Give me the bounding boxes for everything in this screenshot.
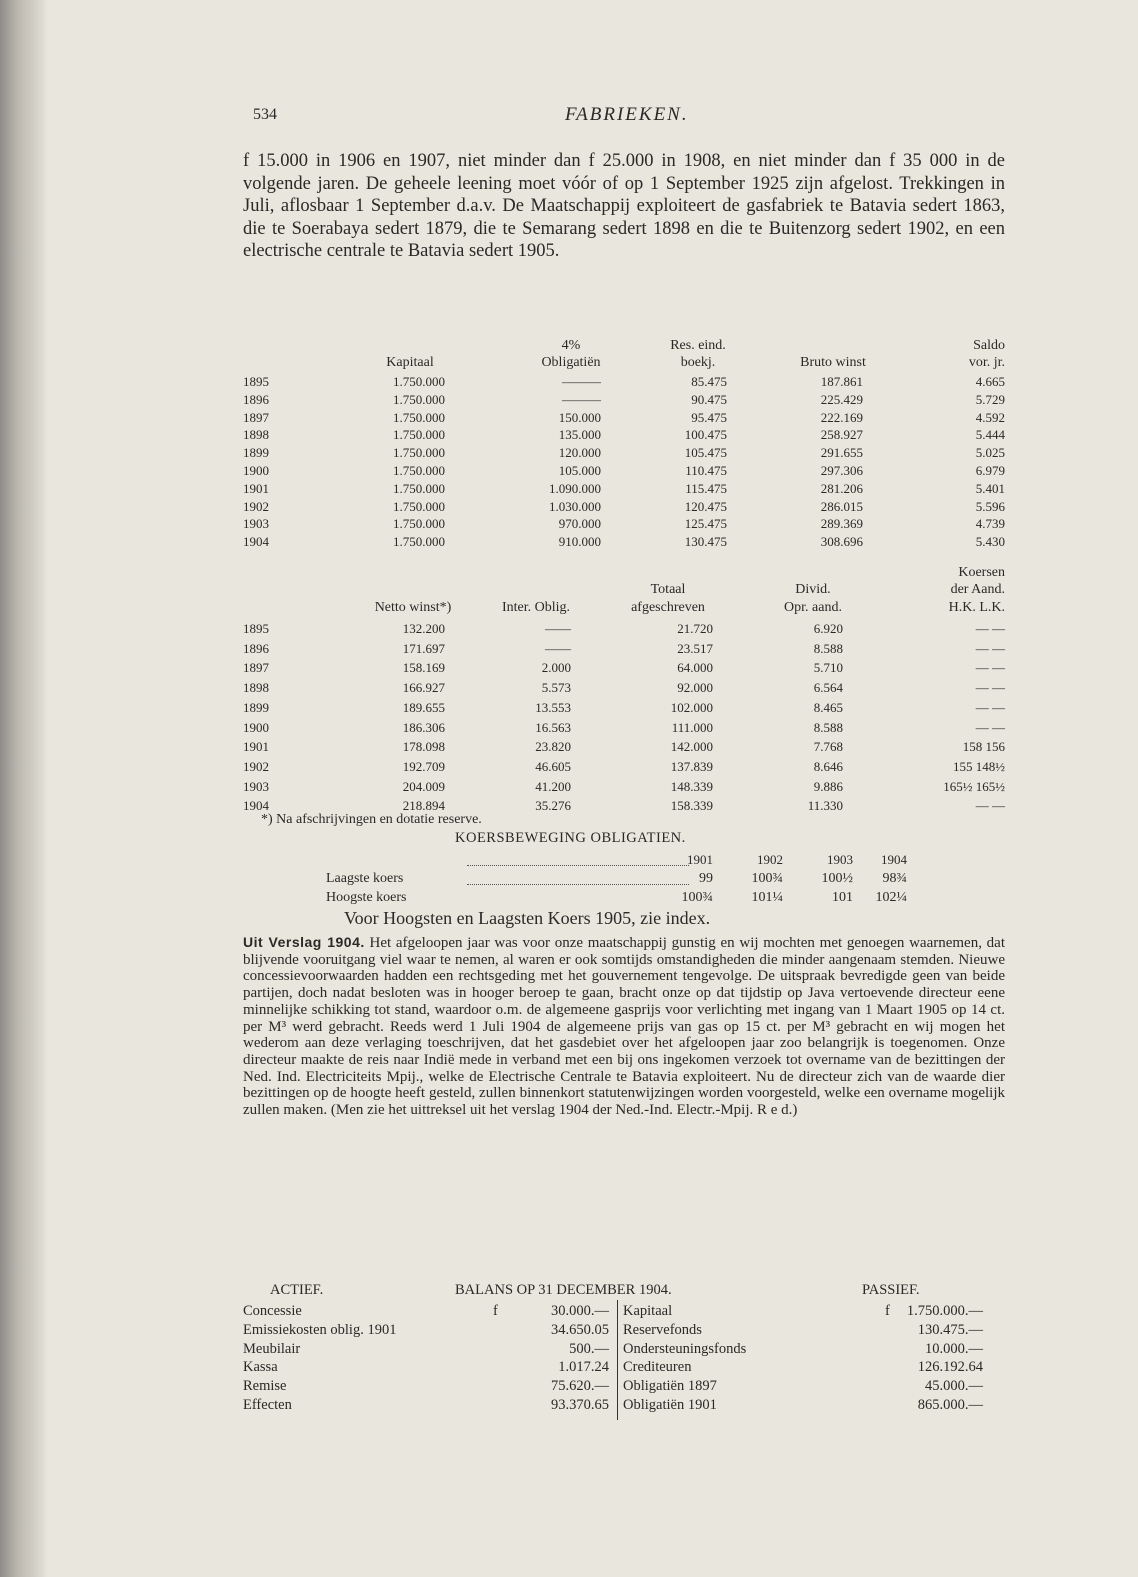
year-cell: 1897 xyxy=(243,660,269,676)
reserve-cell: 125.475 xyxy=(684,516,727,532)
passief-label: Obligatiën 1897 xyxy=(623,1378,717,1395)
netto-winst-cell: 192.709 xyxy=(402,758,445,774)
netto-winst-cell: 186.306 xyxy=(402,719,445,735)
year-cell: 1902 xyxy=(243,758,269,774)
table1-header xyxy=(243,353,1005,372)
header-totaal-top: Totaal xyxy=(650,582,686,597)
reserve-cell: 85.475 xyxy=(691,374,727,389)
index-reference: Voor Hoogsten en Laagsten Koers 1905, zie index. xyxy=(344,908,711,928)
header-totaal: afgeschreven xyxy=(631,600,705,615)
laagste-value: 100½ xyxy=(821,871,853,886)
obligatien-cell: 150.000 xyxy=(558,409,601,425)
totaal-cell: 23.517 xyxy=(677,640,713,656)
bruto-winst-cell: 289.369 xyxy=(820,516,863,532)
netto-winst-cell: 189.655 xyxy=(402,699,445,715)
header-obl-top: 4% xyxy=(561,338,581,353)
inter-oblig-cell: 46.605 xyxy=(535,758,571,774)
bruto-winst-cell: 222.169 xyxy=(820,409,863,425)
hoogste-value: 102¼ xyxy=(875,890,907,905)
reserve-cell: 95.475 xyxy=(691,409,727,425)
table2-row xyxy=(243,678,1005,697)
inter-oblig-cell: 41.200 xyxy=(535,778,571,794)
table2-header-top2 xyxy=(243,580,1005,599)
page-number: 534 xyxy=(253,106,277,123)
inter-oblig-cell: 2.000 xyxy=(541,660,571,676)
netto-winst-cell: 166.927 xyxy=(402,680,445,696)
actief-value: 500.— xyxy=(569,1340,609,1357)
koers-hoogste-row xyxy=(243,888,1005,907)
koers-cell: — — xyxy=(975,640,1005,656)
header-netto: Netto winst*) xyxy=(374,600,452,615)
totaal-cell: 21.720 xyxy=(677,621,713,636)
table1-row xyxy=(243,497,1005,516)
kapitaal-cell: 1.750.000 xyxy=(393,409,445,425)
year-cell: 1904 xyxy=(243,798,269,814)
obligatien-cell: 1.030.000 xyxy=(549,498,601,514)
table1-row xyxy=(243,479,1005,498)
year-cell: 1903 xyxy=(243,778,269,794)
intro-paragraph: f 15.000 in 1906 en 1907, niet minder dan f 25.000 in 1908, en niet minder dan f 35 000 in de volgende jaren. De geheele leening moet vóór of op 1 September 1925 zijn afgelost. Trekkingen in Juli, aflosbaar 1 September d.a.v. De Maatschappij exploiteert de gasfabriek te Batavia sedert 1863, die te Soerabaya sedert 1879, die te Semarang sedert 1898 en die te Buitenzorg sedert 1902, en een electrische centrale te Batavia sedert 1905. xyxy=(243,151,1005,261)
header-saldo: vor. jr. xyxy=(968,355,1005,370)
kapitaal-cell: 1.750.000 xyxy=(393,445,445,461)
reserve-cell: 115.475 xyxy=(685,480,727,496)
reserve-cell: 105.475 xyxy=(684,445,727,461)
table1-row xyxy=(243,408,1005,427)
koers-laagste-row xyxy=(243,869,1005,888)
report-paragraph xyxy=(243,934,1005,1119)
header-saldo-top: Saldo xyxy=(973,338,1005,353)
inter-oblig-cell: 35.276 xyxy=(535,798,571,814)
table2-row xyxy=(243,658,1005,677)
kapitaal-cell: 1.750.000 xyxy=(393,516,445,532)
obligatien-cell: 1.090.000 xyxy=(549,480,601,496)
netto-winst-cell: 171.697 xyxy=(402,640,445,656)
koers-cell: 158 156 xyxy=(962,739,1005,755)
saldo-cell: 5.729 xyxy=(975,391,1005,407)
header-divid: Opr. aand. xyxy=(784,600,842,615)
koers-cell: — — xyxy=(975,719,1005,735)
saldo-cell: 4.739 xyxy=(975,516,1005,532)
koers-cell: — — xyxy=(975,680,1005,696)
actief-value: 1.017.24 xyxy=(558,1359,609,1376)
netto-winst-cell: 218.894 xyxy=(402,798,445,814)
bruto-winst-cell: 297.306 xyxy=(820,463,863,478)
year-cell: 1896 xyxy=(243,640,269,656)
hoogste-value: 100¾ xyxy=(681,890,713,905)
koers-year: 1901 xyxy=(687,852,713,867)
divid-cell: 6.564 xyxy=(813,680,843,696)
table2-row xyxy=(243,737,1005,756)
header-koersen: Koersen xyxy=(958,565,1005,580)
year-cell: 1895 xyxy=(243,374,269,389)
table2-row xyxy=(243,698,1005,717)
saldo-cell: 5.025 xyxy=(975,445,1005,461)
netto-winst-cell: 178.098 xyxy=(402,739,445,755)
year-cell: 1904 xyxy=(243,534,269,550)
obligatien-cell: 120.000 xyxy=(558,445,601,461)
totaal-cell: 148.339 xyxy=(670,778,713,794)
leader-dots xyxy=(467,865,689,866)
kapitaal-cell: 1.750.000 xyxy=(393,374,445,389)
divid-cell: 8.588 xyxy=(813,640,843,656)
balance-passief-label: PASSIEF. xyxy=(862,1282,920,1298)
leader-dots xyxy=(467,884,689,885)
saldo-cell: 5.401 xyxy=(975,480,1005,496)
header-res: boekj. xyxy=(680,355,716,370)
table2-row xyxy=(243,718,1005,737)
table1-row xyxy=(243,425,1005,444)
header-res-top: Res. eind. xyxy=(670,338,726,353)
actief-value: 75.620.— xyxy=(551,1378,609,1395)
koers-cell: 155 148½ xyxy=(953,758,1005,774)
header-kapitaal: Kapitaal xyxy=(386,355,434,370)
running-title: FABRIEKEN. xyxy=(565,104,689,125)
koers-year: 1902 xyxy=(757,852,783,867)
totaal-cell: 102.000 xyxy=(670,699,713,715)
table1-row xyxy=(243,532,1005,551)
year-cell: 1898 xyxy=(243,427,269,443)
year-cell: 1899 xyxy=(243,699,269,715)
inter-oblig-cell: —— xyxy=(545,640,571,656)
actief-label: Remise xyxy=(243,1378,287,1395)
header-hk-lk: H.K. L.K. xyxy=(948,600,1005,615)
year-cell: 1901 xyxy=(243,480,269,496)
bruto-winst-cell: 281.206 xyxy=(820,480,863,496)
kapitaal-cell: 1.750.000 xyxy=(393,427,445,443)
netto-winst-cell: 132.200 xyxy=(402,621,445,636)
divid-cell: 7.768 xyxy=(813,739,843,755)
kapitaal-cell: 1.750.000 xyxy=(393,391,445,407)
obligatien-cell: 970.000 xyxy=(558,516,601,532)
header-bruto: Bruto winst xyxy=(800,355,866,370)
report-body: Het afgeloopen jaar was voor onze maatschappij gunstig en wij mochten met genoegen waarnemen, dat blijvende vooruitgang viel waar te nemen, al waren er ook somtijds omstandigheden die minder aangenaam stemden. Nieuwe concessievoorwaarden hadden een rechtsgeding met het gouvernement tengevolge. De uitspraak bevredigde geen van beide partijen, doch nadat besloten was in hooger beroep te gaan, bracht onze op dat tijdstip op Java vertoevende directeur eene minnelijke schikking tot stand, waardoor o.m. de algemeene gasprijs voor verlichting met ingang van 1 Maart 1905 op 14 ct. per M³ werd gebracht. Reeds werd 1 Juli 1904 de algemeene prijs van gas op 15 ct. per M³ gebracht en wij mogen het wederom aan deze verlaging toeschrijven, dat het gasdebiet over het afgeloopen jaar zoo belangrijk is toegenomen. Onze directeur maakte de reis naar Indië mede in verband met een bij ons ingekomen verzoek tot overname van de bezittingen der Ned. Ind. Electriciteits Mpij., welke de Electrische Centrale te Batavia exploiteert. Nu de directeur zich van de waarde dier bezittingen op de hoogte heeft gesteld, zullen binnenkort statutenwijzingen worden voorgesteld, welke een overname mogelijk zullen maken. (Men zie het uittreksel uit het verslag 1904 der Ned.-Ind. Electr.-Mpij. R e d.) xyxy=(243,935,1005,1119)
obligatien-cell: 910.000 xyxy=(558,534,601,550)
header-divid-top: Divid. xyxy=(795,582,831,597)
bruto-winst-cell: 291.655 xyxy=(820,445,863,461)
actief-label: Kassa xyxy=(243,1359,278,1376)
actief-label: Emissiekosten oblig. 1901 xyxy=(243,1321,397,1338)
obligatien-cell: ——— xyxy=(562,374,601,389)
bruto-winst-cell: 308.696 xyxy=(820,534,863,550)
inter-oblig-cell: —— xyxy=(545,621,571,636)
inter-oblig-cell: 16.563 xyxy=(535,719,571,735)
passief-currency: f xyxy=(885,1303,890,1319)
obligatien-cell: 105.000 xyxy=(558,463,601,478)
balance-actief-label: ACTIEF. xyxy=(270,1282,324,1298)
divid-cell: 9.886 xyxy=(813,778,843,794)
laagste-label: Laagste koers xyxy=(326,871,404,886)
saldo-cell: 4.592 xyxy=(975,409,1005,425)
actief-label: Meubilair xyxy=(243,1340,301,1357)
bruto-winst-cell: 258.927 xyxy=(820,427,863,443)
totaal-cell: 92.000 xyxy=(677,680,713,696)
hoogste-value: 101¼ xyxy=(751,890,783,905)
balance-row xyxy=(243,1358,1005,1377)
balance-title: BALANS OP 31 DECEMBER 1904. xyxy=(455,1282,672,1298)
actief-value: 93.370.65 xyxy=(551,1397,609,1413)
passief-label: Kapitaal xyxy=(623,1303,673,1319)
year-cell: 1900 xyxy=(243,463,269,478)
table2-row xyxy=(243,757,1005,776)
passief-value: 126.192.64 xyxy=(917,1359,983,1376)
divid-cell: 8.646 xyxy=(813,758,843,774)
totaal-cell: 158.339 xyxy=(670,798,713,814)
year-cell: 1897 xyxy=(243,409,269,425)
year-cell: 1898 xyxy=(243,680,269,696)
koers-cell: — — xyxy=(975,798,1005,814)
koers-cell: — — xyxy=(975,699,1005,715)
actief-label: Concessie xyxy=(243,1303,302,1319)
passief-value: 1.750.000.— xyxy=(906,1303,983,1319)
koers-years-row xyxy=(243,850,1005,869)
kapitaal-cell: 1.750.000 xyxy=(393,498,445,514)
kapitaal-cell: 1.750.000 xyxy=(393,480,445,496)
balance-row xyxy=(243,1377,1005,1396)
koers-year: 1903 xyxy=(827,852,853,867)
balance-row xyxy=(243,1321,1005,1340)
table1-row xyxy=(243,443,1005,462)
koers-year: 1904 xyxy=(881,852,907,867)
inter-oblig-cell: 23.820 xyxy=(535,739,571,755)
year-cell: 1899 xyxy=(243,445,269,461)
header-inter: Inter. Oblig. xyxy=(501,600,571,615)
passief-label: Obligatiën 1901 xyxy=(623,1397,717,1413)
netto-winst-cell: 204.009 xyxy=(402,778,445,794)
saldo-cell: 4.665 xyxy=(975,374,1005,389)
page-shadow-edge xyxy=(0,0,48,1577)
passief-value: 45.000.— xyxy=(925,1378,983,1395)
totaal-cell: 142.000 xyxy=(670,739,713,755)
year-cell: 1895 xyxy=(243,621,269,636)
report-heading: Uit Verslag 1904. xyxy=(243,934,365,950)
actief-value: 34.650.05 xyxy=(551,1321,609,1338)
kapitaal-cell: 1.750.000 xyxy=(393,534,445,550)
reserve-cell: 110.475 xyxy=(685,463,727,478)
divid-cell: 8.465 xyxy=(813,699,843,715)
balance-row xyxy=(243,1396,1005,1415)
table2-row xyxy=(243,777,1005,796)
kapitaal-cell: 1.750.000 xyxy=(393,463,445,478)
passief-value: 10.000.— xyxy=(925,1340,983,1357)
netto-winst-cell: 158.169 xyxy=(402,660,445,676)
divid-cell: 5.710 xyxy=(813,660,843,676)
actief-value: 30.000.— xyxy=(551,1303,609,1319)
hoogste-label: Hoogste koers xyxy=(326,890,407,905)
reserve-cell: 120.475 xyxy=(684,498,727,514)
balance-row xyxy=(243,1340,1005,1359)
passief-label: Reservefonds xyxy=(623,1321,702,1338)
actief-currency: f xyxy=(493,1303,498,1319)
laagste-value: 99 xyxy=(699,871,713,886)
koersbeweging-title: KOERSBEWEGING OBLIGATIEN. xyxy=(455,830,686,846)
bruto-winst-cell: 225.429 xyxy=(820,391,863,407)
table1-row xyxy=(243,514,1005,533)
saldo-cell: 6.979 xyxy=(975,463,1005,478)
reserve-cell: 100.475 xyxy=(684,427,727,443)
saldo-cell: 5.596 xyxy=(975,498,1005,514)
hoogste-value: 101 xyxy=(832,890,853,905)
header-der-aand: der Aand. xyxy=(950,582,1005,597)
reserve-cell: 130.475 xyxy=(684,534,727,550)
reserve-cell: 90.475 xyxy=(691,391,727,407)
obligatien-cell: 135.000 xyxy=(558,427,601,443)
inter-oblig-cell: 13.553 xyxy=(535,699,571,715)
table1-row xyxy=(243,372,1005,391)
table2-row xyxy=(243,639,1005,658)
year-cell: 1903 xyxy=(243,516,269,532)
koers-cell: 165½ 165½ xyxy=(943,778,1005,794)
table1-row xyxy=(243,390,1005,409)
footnote: *) Na afschrijvingen en dotatie reserve. xyxy=(261,812,482,827)
totaal-cell: 111.000 xyxy=(671,719,713,735)
laagste-value: 100¾ xyxy=(751,871,783,886)
balance-row xyxy=(243,1302,1005,1321)
passief-value: 130.475.— xyxy=(917,1321,983,1338)
bruto-winst-cell: 187.861 xyxy=(820,374,863,389)
totaal-cell: 64.000 xyxy=(677,660,713,676)
year-cell: 1900 xyxy=(243,719,269,735)
year-cell: 1902 xyxy=(243,498,269,514)
divid-cell: 6.920 xyxy=(813,621,843,636)
divid-cell: 11.330 xyxy=(807,798,843,814)
inter-oblig-cell: 5.573 xyxy=(541,680,571,696)
table1-row xyxy=(243,461,1005,480)
table2-row xyxy=(243,619,1005,638)
actief-label: Effecten xyxy=(243,1397,292,1413)
totaal-cell: 137.839 xyxy=(670,758,713,774)
year-cell: 1901 xyxy=(243,739,269,755)
year-cell: 1896 xyxy=(243,391,269,407)
koers-cell: — — xyxy=(975,660,1005,676)
header-obligatien: Obligatiën xyxy=(541,355,601,370)
divid-cell: 8.588 xyxy=(813,719,843,735)
passief-value: 865.000.— xyxy=(917,1397,983,1413)
page-header xyxy=(253,104,1003,134)
koers-cell: — — xyxy=(975,621,1005,636)
table2-header xyxy=(243,598,1005,617)
saldo-cell: 5.444 xyxy=(975,427,1005,443)
passief-label: Ondersteuningsfonds xyxy=(623,1340,747,1357)
saldo-cell: 5.430 xyxy=(975,534,1005,550)
bruto-winst-cell: 286.015 xyxy=(820,498,863,514)
passief-label: Crediteuren xyxy=(623,1359,692,1376)
laagste-value: 98¾ xyxy=(882,871,907,886)
obligatien-cell: ——— xyxy=(562,391,601,407)
